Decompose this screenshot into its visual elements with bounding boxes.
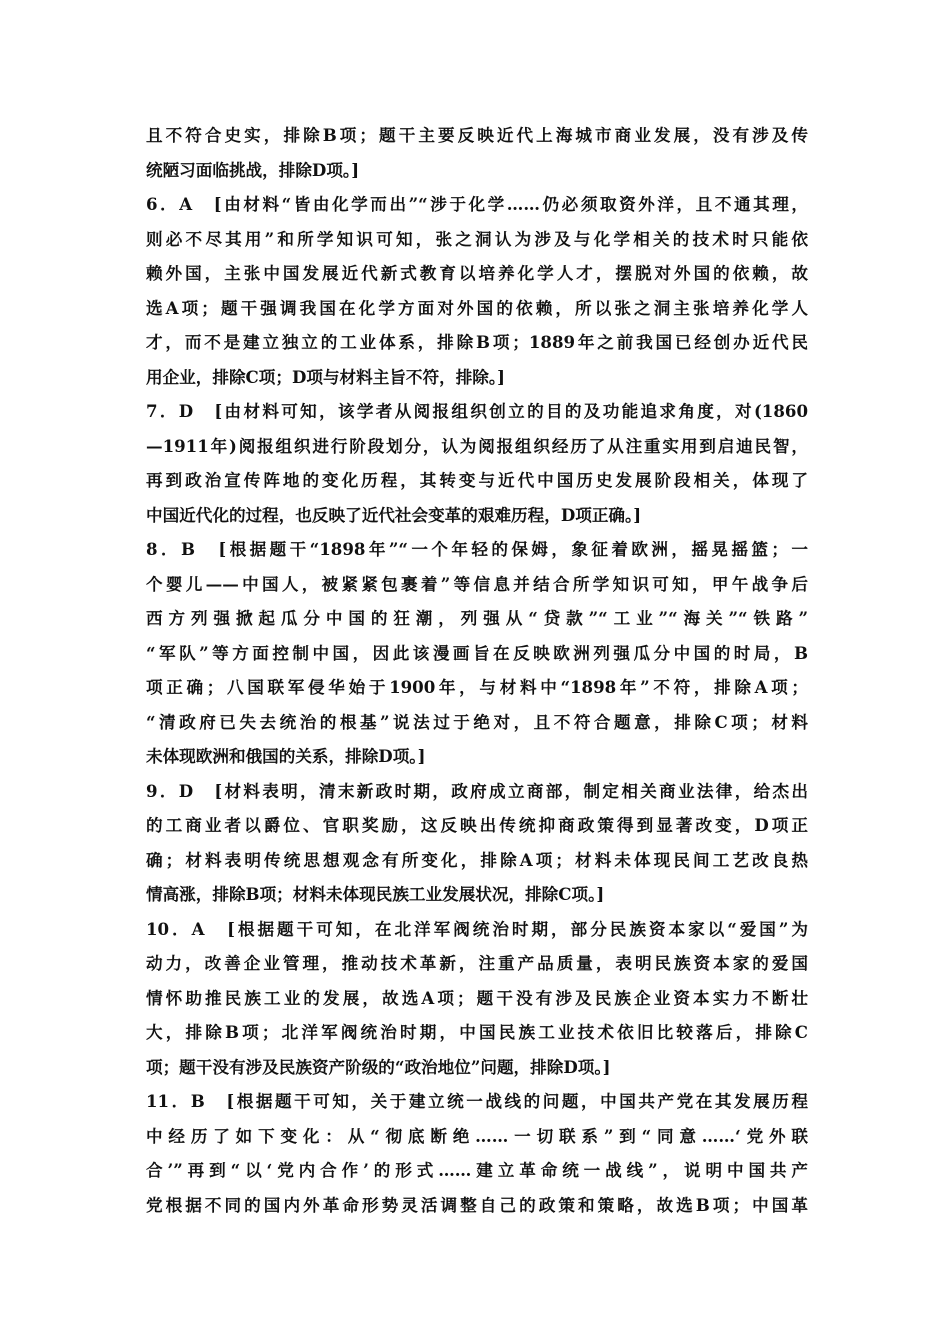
text-line: 情高涨，排除B项；材料未体现民族工业发展状况，排除C项。] bbox=[146, 884, 605, 904]
text-line: “清政府已失去统治的根基”说法过于绝对，且不符合题意，排除C项；材料 bbox=[146, 711, 808, 732]
text-line: 未体现欧洲和俄国的关系，排除D项。] bbox=[146, 746, 426, 766]
document-body bbox=[146, 118, 808, 1222]
text-line: 党根据不同的国内外革命形势灵活调整自己的政策和策略，故选B项；中国革 bbox=[146, 1194, 808, 1215]
text-line: 合’”再到“以‘党内合作’的形式……建立革命统一战线”，说明中国共产 bbox=[146, 1160, 808, 1180]
text-line: 再到政治宣传阵地的变化历程，其转变与近代中国历史发展阶段相关，体现了 bbox=[146, 470, 808, 490]
text-line: 中经历了如下变化：从“彻底断绝……一切联系”到“同意……‘党外联 bbox=[146, 1125, 808, 1146]
text-line: 项正确；八国联军侵华始于1900年，与材料中“1898年”不符，排除A项； bbox=[146, 677, 808, 697]
text-line: 6．A [由材料“皆由化学而出”“涉于化学……仍必须取资外洋，且不通其理， bbox=[146, 194, 808, 214]
text-line: “军队”等方面控制中国，因此该漫画旨在反映欧洲列强瓜分中国的时局，B bbox=[146, 642, 808, 663]
text-line: 9．D [材料表明，清末新政时期，政府成立商部，制定相关商业法律，给杰出 bbox=[146, 780, 808, 801]
text-line: 的工商业者以爵位、官职奖励，这反映出传统抑商政策得到显著改变，D项正 bbox=[146, 815, 808, 835]
text-line: —1911年)阅报组织进行阶段划分，认为阅报组织经历了从注重实用到启迪民智， bbox=[146, 435, 808, 456]
text-line: 个婴儿——中国人，被紧紧包裹着”等信息并结合所学知识可知，甲午战争后 bbox=[146, 573, 808, 594]
text-line: 10．A [根据题干可知，在北洋军阀统治时期，部分民族资本家以“爱国”为 bbox=[146, 918, 808, 939]
text-line: 用企业，排除C项；D项与材料主旨不符，排除。] bbox=[146, 366, 506, 387]
text-line: 动力，改善企业管理，推动技术革新，注重产品质量，表明民族资本家的爱国 bbox=[146, 953, 808, 973]
text-line: 则必不尽其用”和所学知识可知，张之洞认为涉及与化学相关的技术时只能依 bbox=[146, 228, 808, 249]
text-line: 统陋习面临挑战，排除D项。] bbox=[146, 159, 360, 180]
text-line: 大，排除B项；北洋军阀统治时期，中国民族工业技术依旧比较落后，排除C bbox=[146, 1022, 808, 1042]
text-line: 西方列强掀起瓜分中国的狂潮，列强从“贷款”“工业”“海关”“铁路” bbox=[146, 608, 808, 628]
text-line: 8．B [根据题干“1898年”“一个年轻的保姆，象征着欧洲，摇晃摇篮；一 bbox=[146, 539, 808, 559]
text-line: 确；材料表明传统思想观念有所变化，排除A项；材料未体现民间工艺改良热 bbox=[146, 849, 808, 870]
text-line: 7．D [由材料可知，该学者从阅报组织创立的目的及功能追求角度，对(1860 bbox=[146, 401, 808, 421]
text-line: 赖外国，主张中国发展近代新式教育以培养化学人才，摆脱对外国的依赖，故 bbox=[146, 263, 808, 283]
text-line: 选A项；题干强调我国在化学方面对外国的依赖，所以张之洞主张培养化学人 bbox=[146, 297, 808, 318]
text-line: 情怀助推民族工业的发展，故选A项；题干没有涉及民族企业资本实力不断壮 bbox=[146, 987, 808, 1008]
text-line: 项；题干没有涉及民族资产阶级的“政治地位”问题，排除D项。] bbox=[146, 1056, 611, 1077]
text-line: 才，而不是建立独立的工业体系，排除B项；1889年之前我国已经创办近代民 bbox=[146, 332, 808, 352]
text-line: 11．B [根据题干可知，关于建立统一战线的问题，中国共产党在其发展历程 bbox=[146, 1091, 808, 1111]
text-line: 中国近代化的过程，也反映了近代社会变革的艰难历程，D项正确。] bbox=[146, 504, 642, 525]
text-line: 且不符合史实，排除B项；题干主要反映近代上海城市商业发展，没有涉及传 bbox=[146, 125, 808, 145]
